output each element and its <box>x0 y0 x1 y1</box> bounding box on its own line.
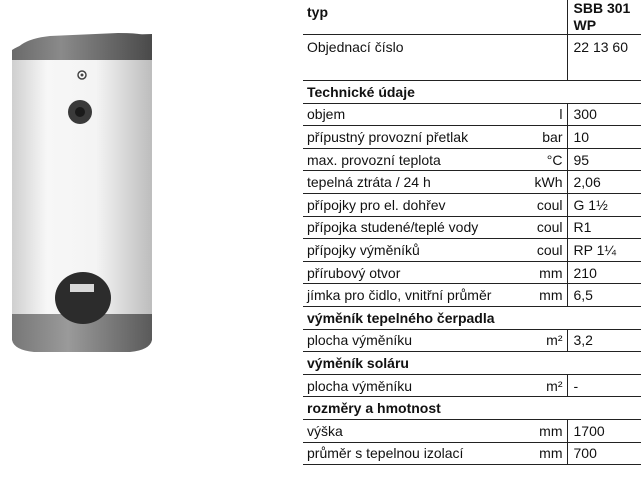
row-value: 210 <box>567 261 641 284</box>
table-row <box>303 103 641 126</box>
section-header <box>303 352 641 375</box>
row-value: R1 <box>567 216 641 239</box>
nameplate <box>70 284 94 292</box>
row-value: RP 1¼ <box>567 239 641 262</box>
section-header <box>303 397 641 420</box>
row-label: přírubový otvor <box>303 261 517 284</box>
section-title: výměník soláru <box>303 352 641 375</box>
row-unit: l <box>517 103 567 126</box>
table-row <box>303 126 641 149</box>
row-label: přípojka studené/teplé vody <box>303 216 517 239</box>
table-row <box>303 419 641 442</box>
table-row <box>303 329 641 352</box>
table-row <box>303 442 641 465</box>
row-label: přípojky výměníků <box>303 239 517 262</box>
row-label: plocha výměníku <box>303 329 517 352</box>
table-row <box>303 193 641 216</box>
row-value: 1700 <box>567 419 641 442</box>
table-row <box>303 171 641 194</box>
spec-table <box>303 0 641 465</box>
row-label: max. provozní teplota <box>303 148 517 171</box>
row-unit: °C <box>517 148 567 171</box>
row-unit: bar <box>517 126 567 149</box>
table-row <box>303 374 641 397</box>
section-header <box>303 81 641 104</box>
row-unit: coul <box>517 239 567 262</box>
header-row <box>303 0 641 35</box>
row-label: přípustný provozní přetlak <box>303 126 517 149</box>
row-unit: mm <box>517 419 567 442</box>
order-row <box>303 35 641 81</box>
row-label: přípojky pro el. dohřev <box>303 193 517 216</box>
header-label: typ <box>303 0 517 35</box>
table-row <box>303 239 641 262</box>
row-value: 95 <box>567 148 641 171</box>
row-unit: kWh <box>517 171 567 194</box>
row-unit: mm <box>517 261 567 284</box>
row-value: 300 <box>567 103 641 126</box>
section-header <box>303 306 641 329</box>
water-tank-image <box>0 0 300 480</box>
row-label: průměr s tepelnou izolací <box>303 442 517 465</box>
header-value: SBB 301 WP <box>567 0 641 35</box>
section-title: rozměry a hmotnost <box>303 397 641 420</box>
table-row <box>303 216 641 239</box>
row-unit: coul <box>517 193 567 216</box>
table-row <box>303 261 641 284</box>
row-unit: m² <box>517 374 567 397</box>
row-unit: mm <box>517 284 567 307</box>
row-value: 6,5 <box>567 284 641 307</box>
flange-icon <box>55 272 111 324</box>
row-value: 10 <box>567 126 641 149</box>
row-label: tepelná ztráta / 24 h <box>303 171 517 194</box>
row-label: objem <box>303 103 517 126</box>
row-unit: m² <box>517 329 567 352</box>
order-value: 22 13 60 <box>567 35 641 81</box>
row-unit: coul <box>517 216 567 239</box>
row-value: G 1½ <box>567 193 641 216</box>
section-title: výměník tepelného čerpadla <box>303 306 641 329</box>
row-value: 3,2 <box>567 329 641 352</box>
table-row <box>303 284 641 307</box>
row-value: 2,06 <box>567 171 641 194</box>
row-label: plocha výměníku <box>303 374 517 397</box>
row-value: - <box>567 374 641 397</box>
row-label: jímka pro čidlo, vnitřní průměr <box>303 284 517 307</box>
order-label: Objednací číslo <box>303 35 517 81</box>
row-value: 700 <box>567 442 641 465</box>
section-title: Technické údaje <box>303 81 641 104</box>
row-label: výška <box>303 419 517 442</box>
row-unit: mm <box>517 442 567 465</box>
table-row <box>303 148 641 171</box>
